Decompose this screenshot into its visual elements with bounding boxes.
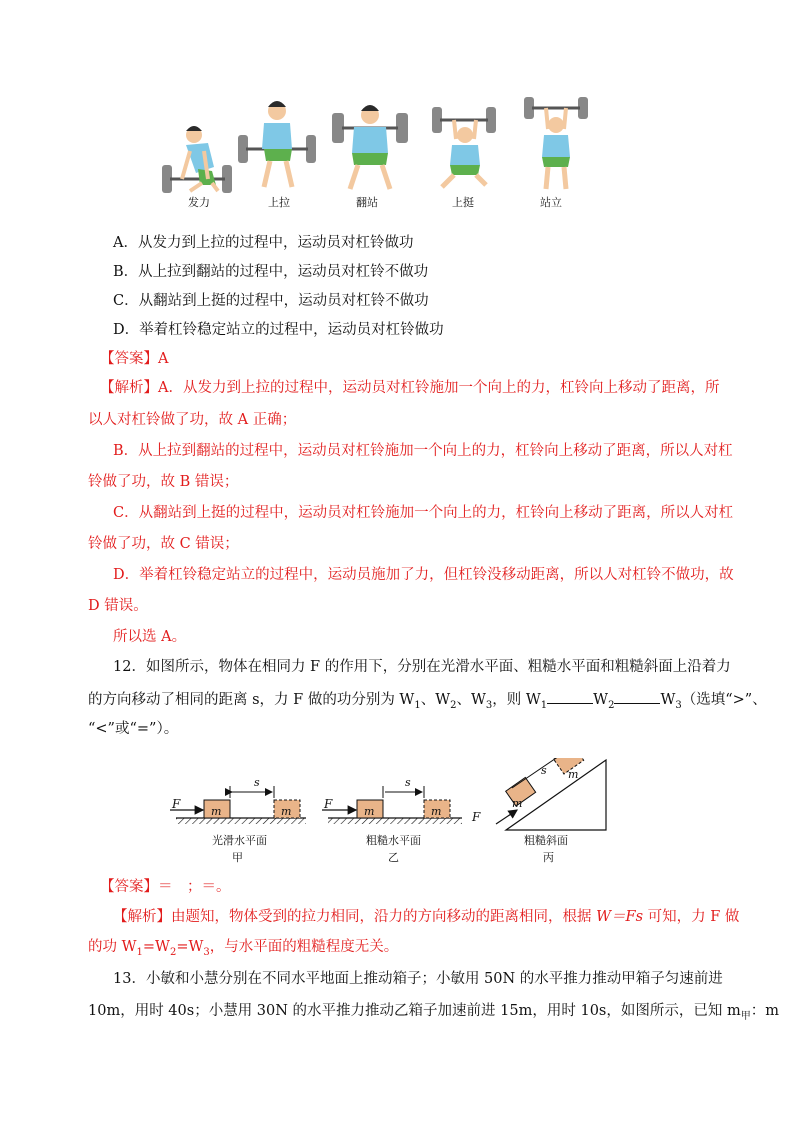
analysis-line-9: 所以选 A。 — [113, 629, 187, 645]
sub-1b: 1 — [540, 699, 548, 711]
answer-q11: 【答案】A — [100, 351, 169, 367]
distance-label-1: s — [254, 776, 260, 789]
lifter-figure-5 — [524, 97, 588, 189]
analysis-line-1: 【解析】A．从发力到上拉的过程中，运动员对杠铃施加一个向上的力，杠铃向上移动了距离，所 — [100, 380, 720, 396]
figure-caption-4: 上挺 — [452, 196, 474, 209]
analysis-line-3: B．从上拉到翻站的过程中，运动员对杠铃施加一个向上的力，杠铃向上移动了距离，所以人对杠 — [113, 443, 733, 459]
formula: W＝Fs — [596, 909, 644, 925]
q12-line-3: “<”或“=”）。 — [88, 721, 179, 737]
weightlifting-figure — [160, 95, 600, 215]
figure-caption-3: 翻站 — [356, 196, 378, 209]
lifter-figure-1 — [162, 126, 232, 193]
force-label-f1: F — [172, 797, 181, 811]
option-c: C．从翻站到上挺的过程中，运动员对杠铃不做功 — [113, 293, 429, 309]
sub-w2: 2 — [169, 946, 177, 958]
caption-rough: 粗糙水平面 — [366, 834, 421, 847]
label-jia: 甲 — [232, 851, 243, 864]
q13-end: ：m — [750, 1003, 779, 1019]
panel-incline — [496, 758, 606, 830]
lifter-figure-4 — [432, 107, 496, 187]
q13-line-2 — [88, 1001, 779, 1027]
sub-w3: 3 — [203, 946, 210, 958]
q12-text-c: 、W — [456, 692, 486, 708]
distance-label-2: s — [405, 776, 411, 789]
analysis-line-5: C．从翻站到上挺的过程中，运动员对杠铃施加一个向上的力，杠铃向上移动了距离，所以人对杠 — [113, 505, 734, 521]
q13-sub: 甲 — [740, 1010, 751, 1022]
mass-label-2: m — [281, 805, 292, 818]
distance-label-3: s — [541, 764, 547, 777]
answer-q12: 【答案】＝ ；＝。 — [100, 879, 231, 895]
q12-text-d: ，则 W — [492, 692, 541, 708]
analysis-q12-2c: =W — [176, 939, 204, 955]
lifter-figure-2 — [238, 101, 316, 187]
analysis-q12-line-2 — [88, 937, 398, 963]
analysis-line-4: 铃做了功，故 B 错误； — [88, 474, 239, 490]
q13-text: 10m，用时 40s；小慧用 30N 的水平推力推动乙箱子加速前进 15m，用时 10s，如图所示，已知 m — [88, 1003, 741, 1019]
sub-2b: 2 — [608, 699, 615, 711]
sub-w1: 1 — [136, 946, 143, 958]
figure-caption-1: 发力 — [188, 196, 210, 209]
mass-label-5: m — [512, 797, 523, 810]
analysis-line-6: 铃做了功，故 C 错误； — [88, 536, 239, 552]
q12-text-e: （选填“>”、 — [681, 692, 767, 708]
force-label-f3: F — [472, 810, 481, 824]
label-yi: 乙 — [388, 851, 399, 864]
analysis-q12-line-1 — [113, 907, 739, 927]
mass-label-4: m — [431, 805, 442, 818]
option-b: B．从上拉到翻站的过程中，运动员对杠铃不做功 — [113, 264, 429, 280]
analysis-q12-c: 可知，力 F 做 — [643, 909, 740, 925]
sub-3b: 3 — [675, 699, 682, 711]
analysis-q12-2a: 的功 W — [88, 939, 137, 955]
lifter-figure-3 — [332, 105, 408, 189]
caption-smooth: 光滑水平面 — [212, 834, 267, 847]
figure-caption-5: 站立 — [540, 196, 562, 209]
answer-blank-1[interactable] — [547, 689, 593, 704]
mass-label-6: m — [568, 768, 579, 781]
q13-line-1: 13．小敏和小慧分别在不同水平地面上推动箱子；小敏用 50N 的水平推力推动甲箱子匀速前进 — [113, 971, 723, 987]
q12-line-1: 12．如图所示，物体在相同力 F 的作用下，分别在光滑水平面、粗糙水平面和粗糙斜面上沿着力 — [113, 659, 731, 675]
analysis-line-2: 以人对杠铃做了功，故 A 正确； — [88, 412, 297, 428]
figure-caption-2: 上拉 — [268, 196, 290, 209]
analysis-q12-2b: =W — [142, 939, 170, 955]
mass-label-1: m — [211, 805, 222, 818]
q12-line-2: 的方向移动了相同的距离 s，力 F 做的功分别为 $W_1$、$W_2$、$W_3$，则 $W_1$ $W_2$ $W_3$（选填“>”、 — [88, 689, 767, 716]
option-a: A．从发力到上拉的过程中，运动员对杠铃做功 — [113, 235, 414, 251]
analysis-q12-2d: ，与水平面的粗糙程度无关。 — [209, 939, 399, 955]
label-bing: 丙 — [543, 851, 554, 864]
analysis-q12-a: 【解析】由题知，物体受到的拉力相同，沿力的方向移动的距离相同，根据 — [113, 909, 597, 925]
sub-2: 2 — [450, 699, 457, 711]
sub-1: 1 — [414, 699, 421, 711]
mass-label-3: m — [364, 805, 375, 818]
force-label-f2: F — [324, 797, 333, 811]
q12-text-b: 、W — [420, 692, 451, 708]
sub-3: 3 — [485, 699, 493, 711]
q12-text-a: 的方向移动了相同的距离 s，力 F 做的功分别为 W — [88, 692, 415, 708]
answer-blank-2[interactable] — [614, 689, 660, 704]
caption-incline: 粗糙斜面 — [524, 834, 568, 847]
option-d: D．举着杠铃稳定站立的过程中，运动员对杠铃做功 — [113, 322, 444, 338]
analysis-line-7: D．举着杠铃稳定站立的过程中，运动员施加了力，但杠铃没移动距离，所以人对杠铃不做功，故 — [113, 567, 734, 583]
analysis-line-8: D 错误。 — [88, 598, 148, 614]
